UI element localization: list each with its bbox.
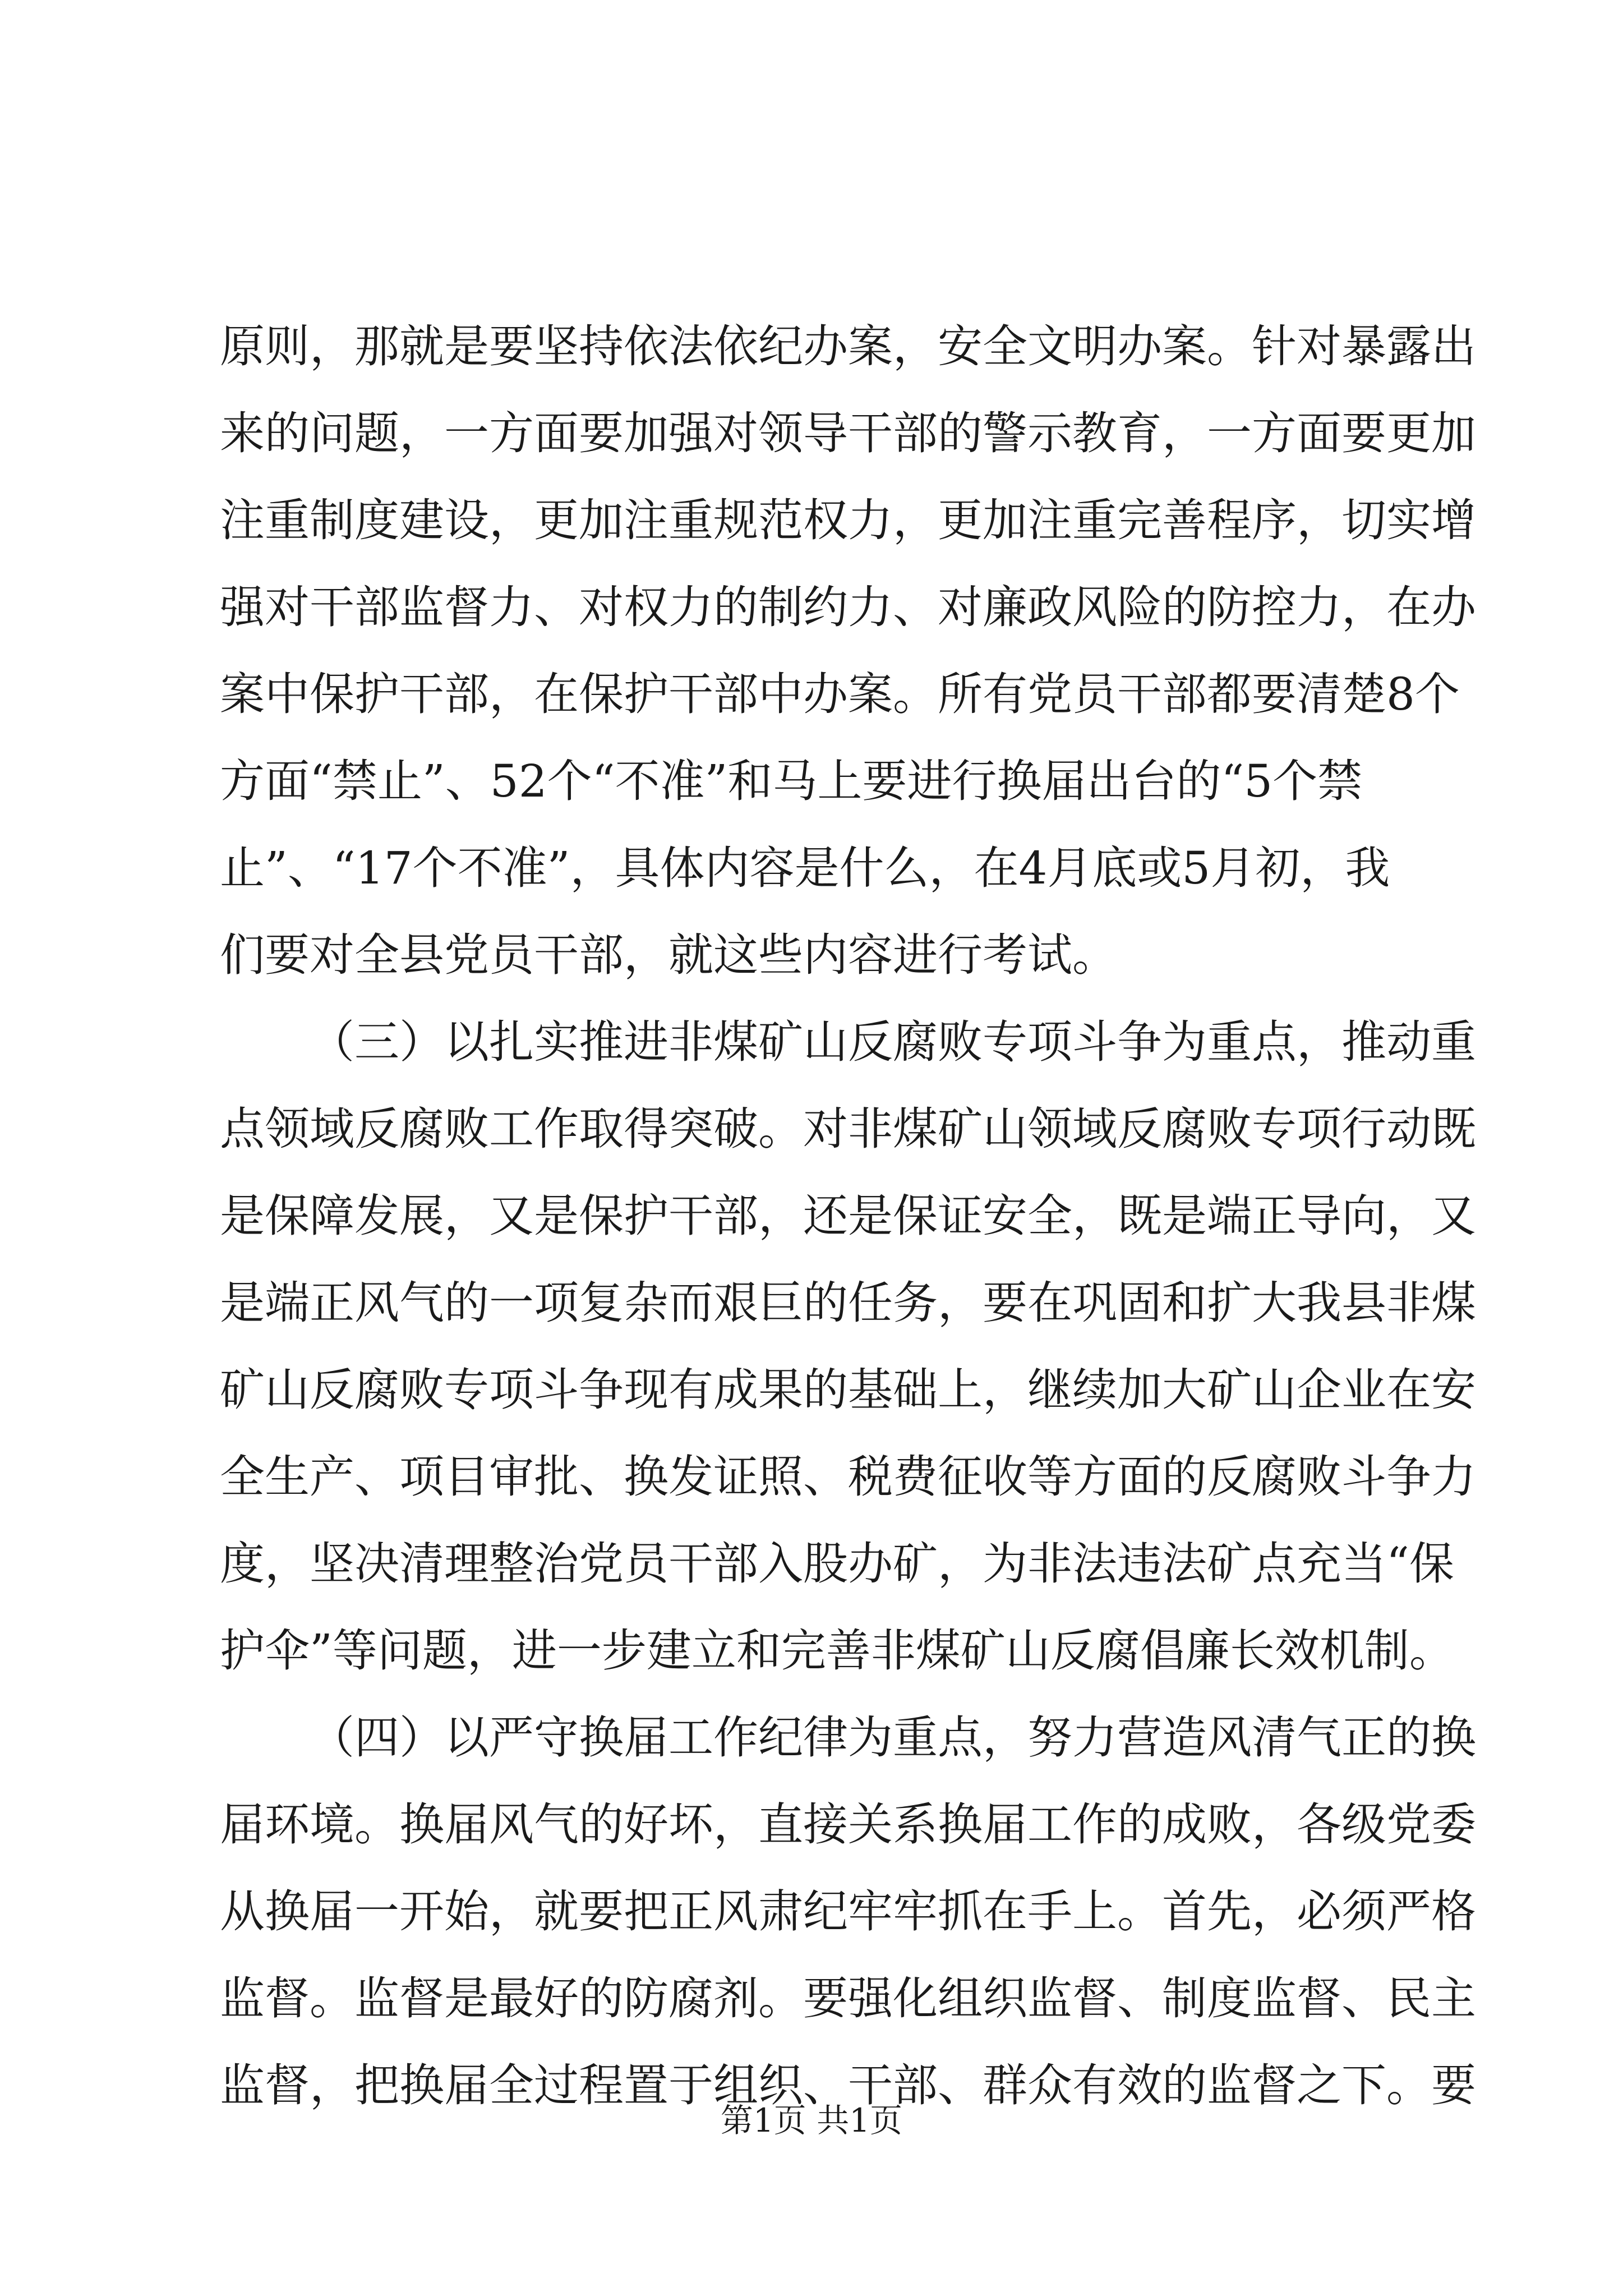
- text-line: 矿山反腐败专项斗争现有成果的基础上，继续加大矿山企业在安: [220, 1364, 1476, 1416]
- text-line: 来的问题，一方面要加强对领导干部的警示教育，一方面要更加: [220, 407, 1476, 459]
- text-line: 监督。监督是最好的防腐剂。要强化组织监督、制度监督、民主: [220, 1972, 1476, 2024]
- text-line: 们要对全县党员干部，就这些内容进行考试。: [220, 929, 1117, 981]
- document-body: [220, 303, 1476, 2129]
- text-line: 是端正风气的一项复杂而艰巨的任务，要在巩固和扩大我县非煤: [220, 1277, 1476, 1329]
- text-line: 强对干部监督力、对权力的制约力、对廉政风险的防控力，在办: [220, 581, 1476, 633]
- text-line: 护伞”等问题，进一步建立和完善非煤矿山反腐倡廉长效机制。: [220, 1625, 1454, 1677]
- text-line: 全生产、项目审批、换发证照、税费征收等方面的反腐败斗争力: [220, 1451, 1476, 1503]
- text-line: 点领域反腐败工作取得突破。对非煤矿山领域反腐败专项行动既: [220, 1103, 1476, 1155]
- text-line: 方面“禁止”、52个“不准”和马上要进行换届出台的“5个禁: [220, 755, 1363, 807]
- text-line: 原则，那就是要坚持依法依纪办案，安全文明办案。针对暴露出: [220, 320, 1476, 372]
- text-line: 度，坚决清理整治党员干部入股办矿，为非法违法矿点充当“保: [220, 1538, 1454, 1590]
- text-line: 从换届一开始，就要把正风肃纪牢牢抓在手上。首先，必须严格: [220, 1885, 1476, 1938]
- text-line: 届环境。换届风气的好坏，直接关系换届工作的成败，各级党委: [220, 1798, 1476, 1851]
- text-line: 止”、“17个不准”，具体内容是什么，在4月底或5月初，我: [220, 842, 1390, 894]
- text-line: 注重制度建设，更加注重规范权力，更加注重完善程序，切实增: [220, 494, 1476, 546]
- text-line: （三）以扎实推进非煤矿山反腐败专项斗争为重点，推动重: [310, 1016, 1476, 1068]
- page-footer: 第1页 共1页: [720, 2101, 903, 2139]
- text-line: 案中保护干部，在保护干部中办案。所有党员干部都要清楚8个: [220, 668, 1460, 720]
- text-line: （四）以严守换届工作纪律为重点，努力营造风清气正的换: [310, 1711, 1476, 1764]
- text-line: 是保障发展，又是保护干部，还是保证安全，既是端正导向，又: [220, 1190, 1476, 1242]
- text-line: 监督，把换届全过程置于组织、干部、群众有效的监督之下。要: [220, 2059, 1476, 2111]
